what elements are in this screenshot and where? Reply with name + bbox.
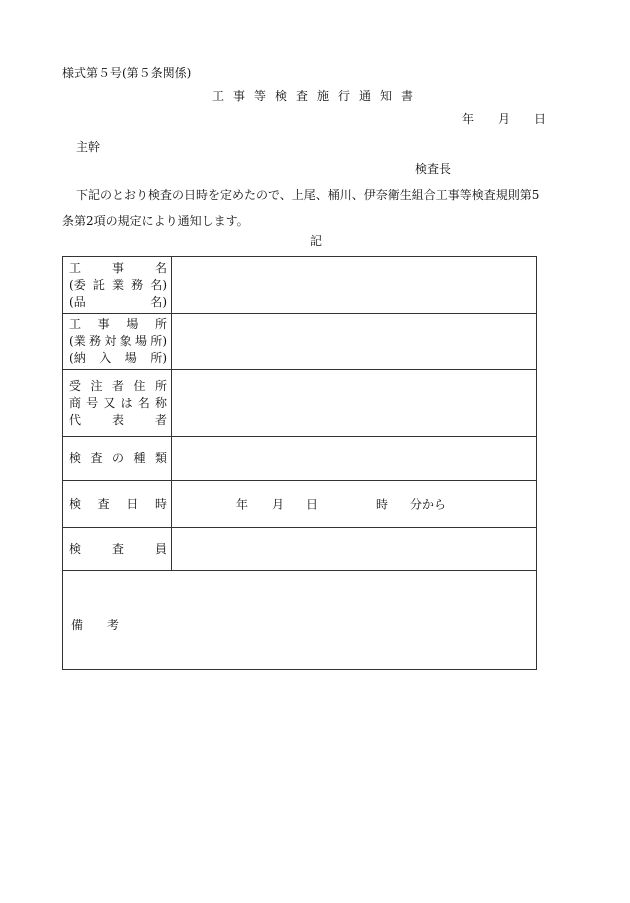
issuer: 検査長 bbox=[415, 162, 452, 176]
dt-month: 月 bbox=[272, 497, 285, 512]
body-text: 下記のとおり検査の日時を定めたので、上尾、桶川、伊奈衛生組合工事等検査規則第5条第2項の規定により通知します。 bbox=[62, 188, 540, 228]
recipient: 主幹 bbox=[76, 140, 101, 154]
spread-text: 備 考 bbox=[71, 617, 119, 632]
date-line bbox=[462, 110, 546, 127]
spread-text: 検 査 員 bbox=[69, 541, 167, 556]
inspection-table bbox=[62, 256, 537, 670]
spread-text: 納 入 場 所 bbox=[73, 351, 163, 365]
form-number: 様式第５号(第５条関係) bbox=[62, 66, 192, 80]
dt-day: 日 bbox=[306, 497, 319, 512]
table-row bbox=[63, 437, 537, 481]
dt-minute: 分から bbox=[410, 497, 447, 512]
label-construction-name: 工 事 名 ( 委 託 業 務 名 ) ( 品 名 ) bbox=[63, 257, 172, 314]
spread-text: 商 号 又 は 名 称 bbox=[69, 395, 167, 410]
spread-text: 受 注 者 住 所 bbox=[69, 378, 167, 393]
spread-text: 委 託 業 務 名 bbox=[73, 277, 163, 292]
label-construction-site: 工 事 場 所 ( 業 務 対 象 場 所 ) ( 納 入 場 所 ) bbox=[63, 314, 172, 370]
table-row bbox=[63, 571, 537, 670]
table-row bbox=[63, 370, 537, 437]
table-row bbox=[63, 314, 537, 370]
value-inspection-datetime[interactable] bbox=[172, 481, 537, 528]
spread-text: 検 査 の 種 類 bbox=[69, 451, 167, 465]
dt-year: 年 bbox=[236, 497, 249, 512]
remarks-cell[interactable] bbox=[63, 571, 537, 670]
document-title: 工事等検査施行通知書 bbox=[211, 89, 422, 103]
table-row bbox=[63, 528, 537, 571]
table-row bbox=[63, 257, 537, 314]
spread-text: 工 事 場 所 bbox=[69, 317, 167, 331]
value-construction-site[interactable] bbox=[172, 314, 537, 370]
spread-text: 品 名 bbox=[73, 294, 163, 309]
ki-marker: 記 bbox=[309, 234, 322, 248]
label-contractor bbox=[63, 370, 172, 437]
label-inspector bbox=[63, 528, 172, 571]
value-construction-name[interactable] bbox=[172, 257, 537, 314]
value-contractor[interactable] bbox=[172, 370, 537, 437]
spread-text: 業 務 対 象 場 所 bbox=[73, 334, 163, 348]
dt-hour: 時 bbox=[376, 497, 389, 512]
date-month: 月 bbox=[498, 112, 511, 126]
date-year: 年 bbox=[462, 112, 475, 126]
table-row bbox=[63, 481, 537, 528]
spread-text: 工 事 名 bbox=[69, 260, 167, 275]
label-inspection-type bbox=[63, 437, 172, 481]
value-inspector[interactable] bbox=[172, 528, 537, 571]
spread-text: 検 査 日 時 bbox=[69, 496, 167, 511]
spread-text: 代 表 者 bbox=[69, 412, 167, 427]
value-inspection-type[interactable] bbox=[172, 437, 537, 481]
date-day: 日 bbox=[534, 112, 547, 126]
label-inspection-datetime bbox=[63, 481, 172, 528]
